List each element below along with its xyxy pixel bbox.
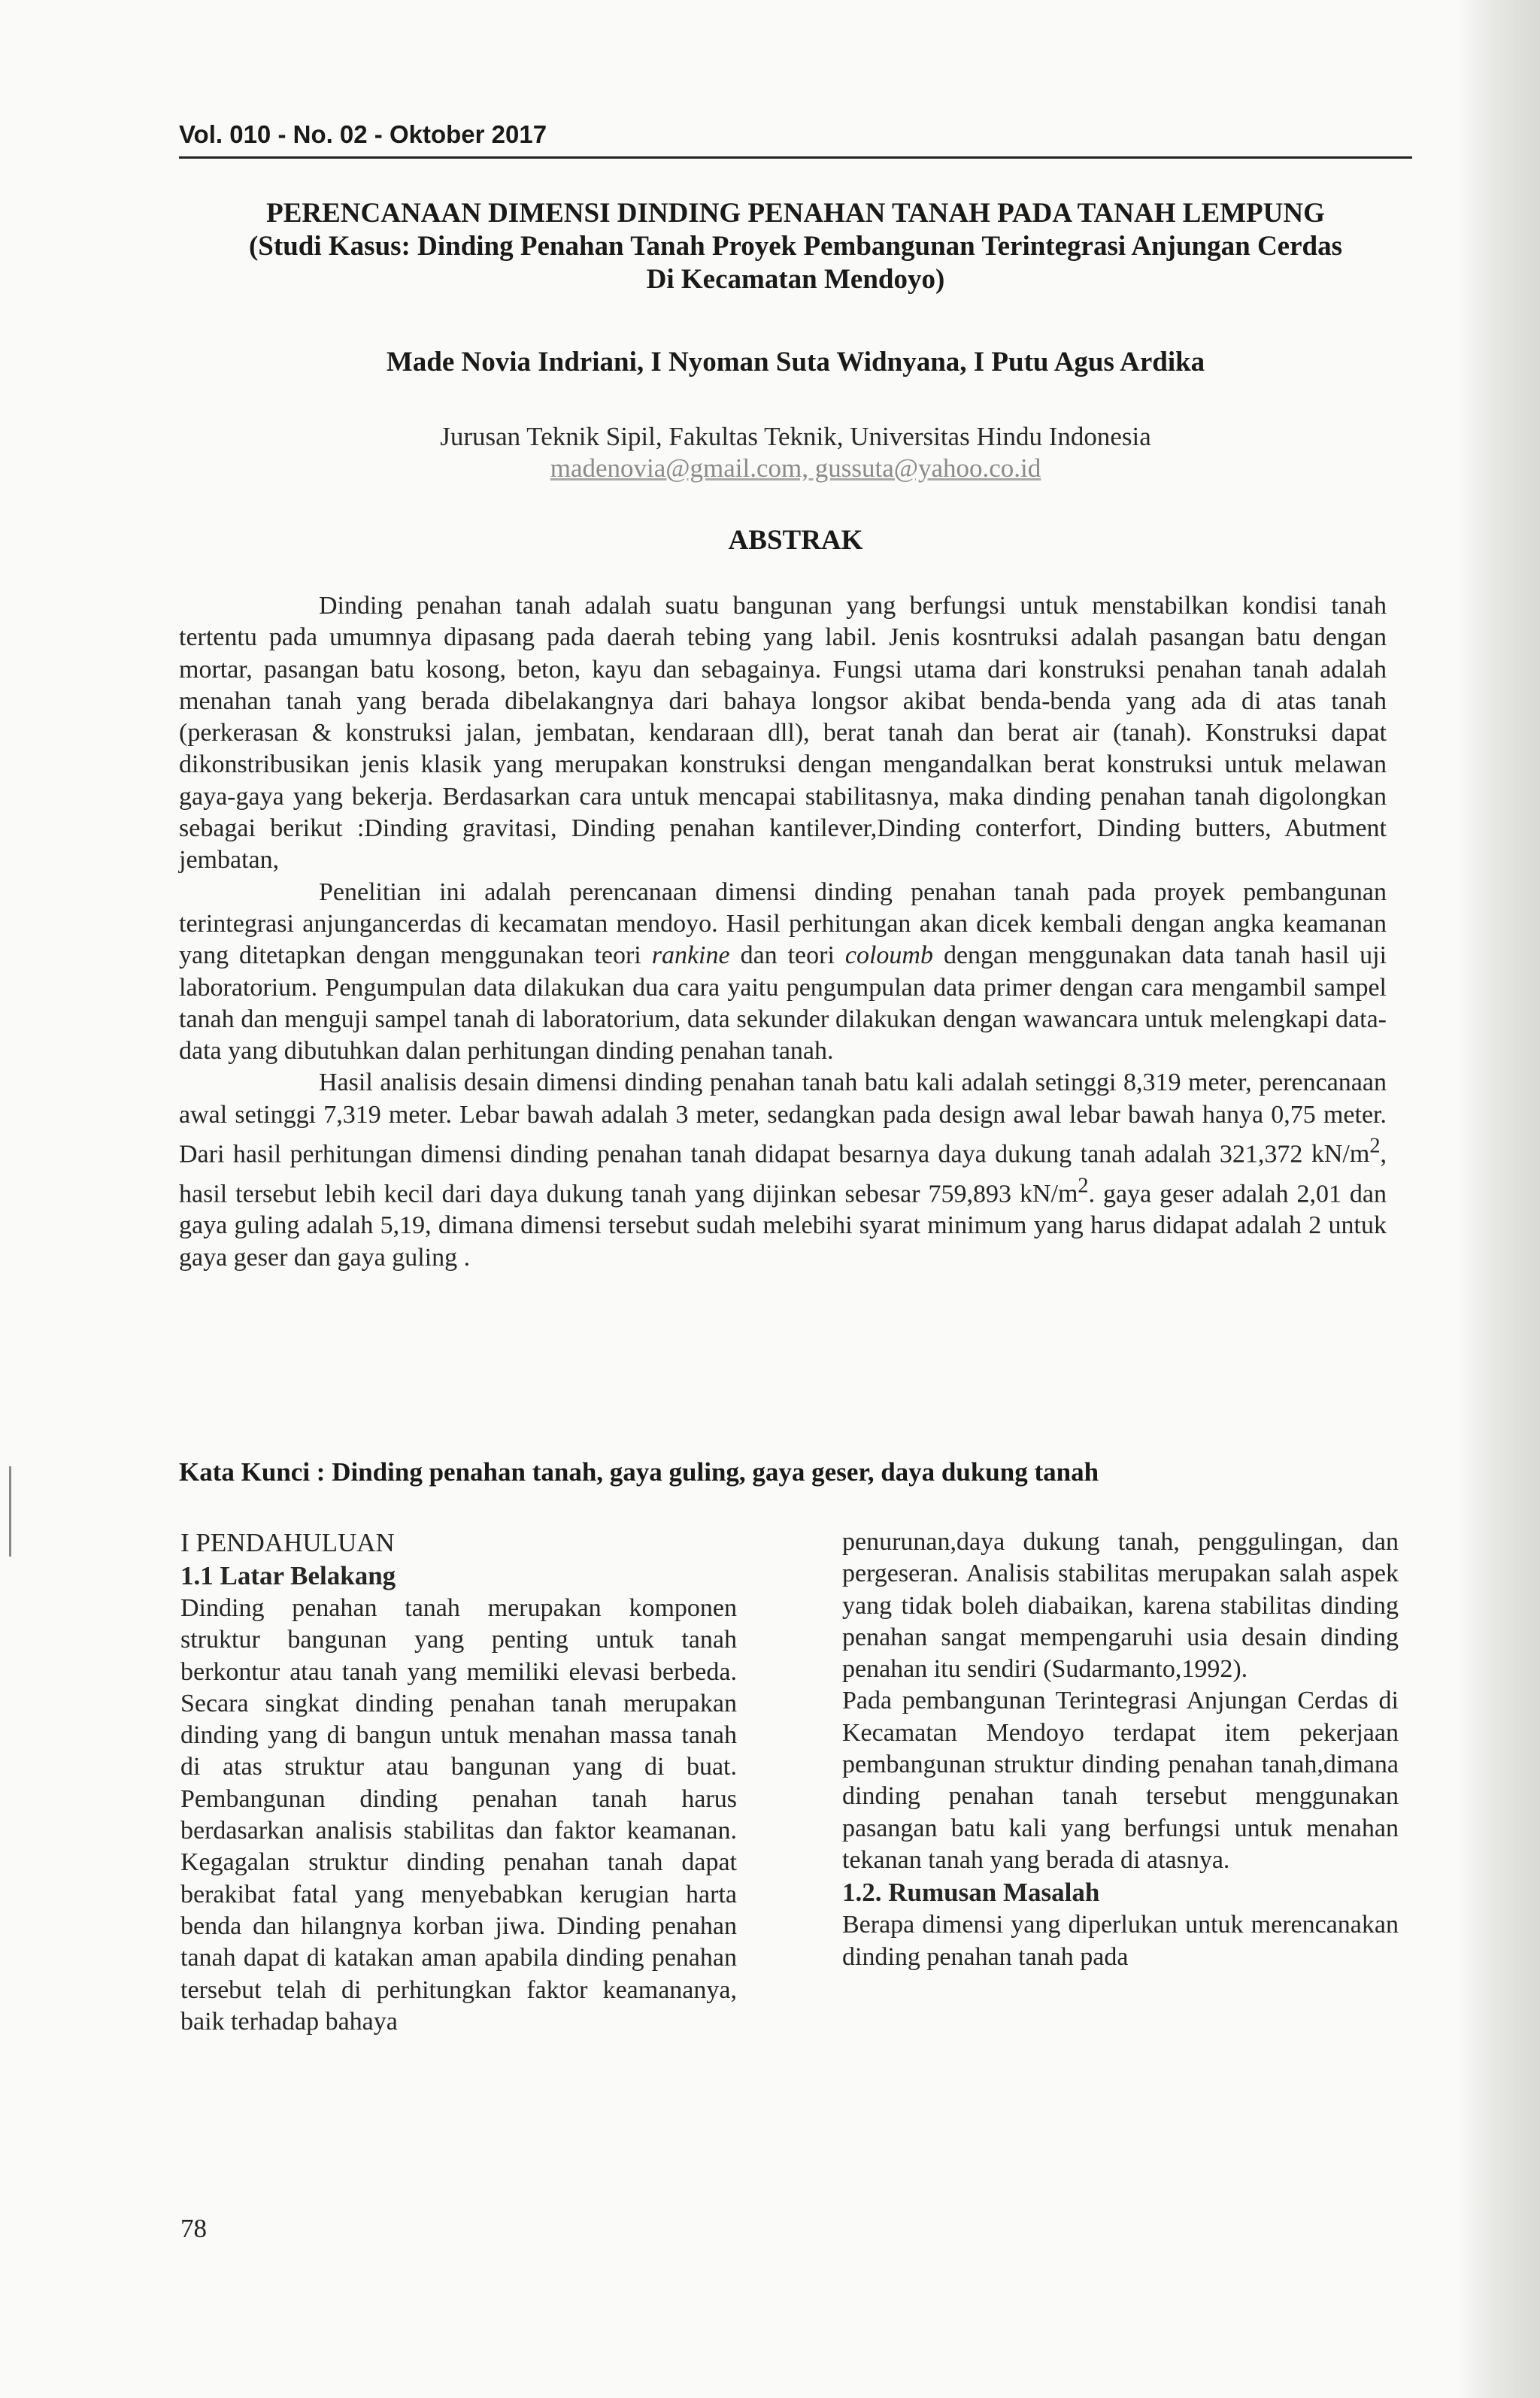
section-heading-pendahuluan: I PENDAHULUAN [180, 1528, 395, 1557]
abstract-p2-text-c: dengan menggunakan data tanah hasil uji laboratorium. Pengumpulan data dilakukan dua cara yaitu pengumpulan data primer dengan cara mengambil sampel tanah dan menguji sampel tanah di laboratorium, data sekunder dilakukan dengan wawancara untuk melengkapi data-data yang dibutuhkan dalan perhitungan dinding penahan tanah. [179, 941, 1387, 1066]
title-line-1: PERENCANAAN DIMENSI DINDING PENAHAN TANAH PADA TANAH LEMPUNG [266, 198, 1325, 229]
abstract-p3-text-b: , hasil tersebut lebih kecil dari daya dukung tanah yang dijinkan sebesar 759,893 [179, 1140, 1387, 1208]
paper-title [179, 197, 1412, 296]
term-coloumb: coloumb [844, 941, 933, 970]
scan-edge-mark [9, 1466, 11, 1557]
author-emails[interactable]: madenovia@gmail.com, gussuta@yahoo.co.id [550, 453, 1041, 483]
right-column-paragraph-2: Pada pembangunan Terintegrasi Anjungan Cerdas di Kecamatan Mendoyo terdapat item pekerjaan pembangunan struktur dinding penahan tanah,dimana dinding penahan tanah tersebut menggunakan pasangan batu kali yang berfungsi untuk menahan tekanan tanah yang berada di atasnya. [842, 1687, 1399, 1874]
header-rule [179, 156, 1412, 159]
subsection-heading-rumusan-masalah: 1.2. Rumusan Masalah [842, 1878, 1100, 1908]
abstract-body [179, 590, 1387, 1274]
abstract-paragraph-1: Dinding penahan tanah adalah suatu bangunan yang berfungsi untuk menstabilkan kondisi tanah tertentu pada umumnya dipasang pada daerah tebing yang labil. Jenis kosntruksi adalah pasangan batu dengan mortar, pasangan batu kosong, beton, kayu dan sebagainya. Fungsi utama dari konstruksi penahan tanah adalah menahan tanah yang berada dibelakangnya dari bahaya longsor akibat benda-benda yang ada di atas tanah (perkerasan & konstruksi jalan, jembatan, kendaraan dll), berat tanah dan berat air (tanah). Konstruksi dapat dikonstribusikan jenis klasik yang merupakan konstruksi dengan mengandalkan berat konstruksi untuk melawan gaya-gaya yang bekerja. Berdasarkan cara untuk mencapai stabilitasnya, maka dinding penahan tanah digolongkan sebagai berikut :Dinding gravitasi, Dinding penahan kantilever,Dinding conterfort, Dinding butters, Abutment jembatan, [179, 592, 1387, 875]
abstract-paragraph-2 [179, 877, 1387, 1068]
page-binding-shadow [1457, 0, 1540, 2398]
title-line-3: Di Kecamatan Mendoyo) [646, 264, 945, 295]
left-column [180, 1526, 737, 2038]
abstract-p3-text-c: . gaya geser adalah 2,01 dan gaya guling adalah 5,19, dimana dimensi tersebut sudah melebihi syarat minimum yang harus didapat adalah 2 untuk gaya geser dan gaya guling . [179, 1180, 1387, 1272]
page-number: 78 [180, 2214, 207, 2243]
right-column-paragraph-1: penurunan,daya dukung tanah, penggulingan, dan pergeseran. Analisis stabilitas merupakan salah aspek yang tidak boleh diabaikan, karena stabilitas dinding penahan sangat mempengaruhi usia desain dinding penahan itu sendiri (Sudarmanto,1992). [842, 1528, 1399, 1684]
journal-volume-header: Vol. 010 - No. 02 - Oktober 2017 [179, 120, 547, 148]
abstract-heading: ABSTRAK [728, 525, 863, 556]
abstract-p2-text-a: Penelitian ini adalah perencanaan dimensi dinding penahan tanah pada proyek pembangunan terintegrasi anjungancerdas di kecamatan mendoyo. Hasil perhitungan akan dicek kembali dengan angka keamanan yang ditetapkan dengan menggunakan teori [179, 878, 1387, 970]
abstract-p2-text-b: dan teori [740, 941, 835, 970]
abstract-paragraph-3 [179, 1067, 1387, 1273]
term-rankine: rankine [651, 941, 730, 970]
keywords: Kata Kunci : Dinding penahan tanah, gaya guling, gaya geser, daya dukung tanah [179, 1457, 1099, 1487]
authors: Made Novia Indriani, I Nyoman Suta Widnyana, I Putu Agus Ardika [386, 347, 1205, 377]
left-column-paragraph: Dinding penahan tanah merupakan komponen struktur bangunan yang penting untuk tanah berkontur atau tanah yang memiliki elevasi berbeda. Secara singkat dinding penahan tanah merupakan dinding yang di bangun untuk menahan massa tanah di atas struktur atau bangunan yang di buat. Pembangunan dinding penahan tanah harus berdasarkan analisis stabilitas dan faktor keamanan. Kegagalan struktur dinding penahan tanah dapat berakibat fatal yang menyebabkan kerugian harta benda dan hilangnya korban jiwa. Dinding penahan tanah dapat di katakan aman apabila dinding penahan tersebut telah di perhitungkan faktor keamananya, baik terhadap bahaya [180, 1594, 737, 2036]
unit-kn-m2-1: $kN/m^2$ [1311, 1135, 1381, 1169]
unit-kn-m2-2: $kN/m^2$ [1019, 1174, 1089, 1208]
affiliation-block [179, 421, 1412, 484]
title-line-2: (Studi Kasus: Dinding Penahan Tanah Proyek Pembangunan Terintegrasi Anjungan Cerdas [248, 231, 1343, 262]
right-column [842, 1526, 1399, 1973]
abstract-p3-text-a: Hasil analisis desain dimensi dinding penahan tanah batu kali adalah setinggi 8,319 meter, perencanaan awal setinggi 7,319 meter. Lebar bawah adalah 3 meter, sedangkan pada design awal lebar bawah hanya 0,75 meter. Dari hasil perhitungan dimensi dinding penahan tanah didapat besarnya daya dukung tanah adalah 321,372 [179, 1069, 1387, 1169]
affiliation: Jurusan Teknik Sipil, Fakultas Teknik, Universitas Hindu Indonesia [440, 422, 1151, 451]
right-column-paragraph-3: Berapa dimensi yang diperlukan untuk merencanakan dinding penahan tanah pada [842, 1911, 1399, 1971]
subsection-heading-latar-belakang: 1.1 Latar Belakang [180, 1561, 396, 1590]
